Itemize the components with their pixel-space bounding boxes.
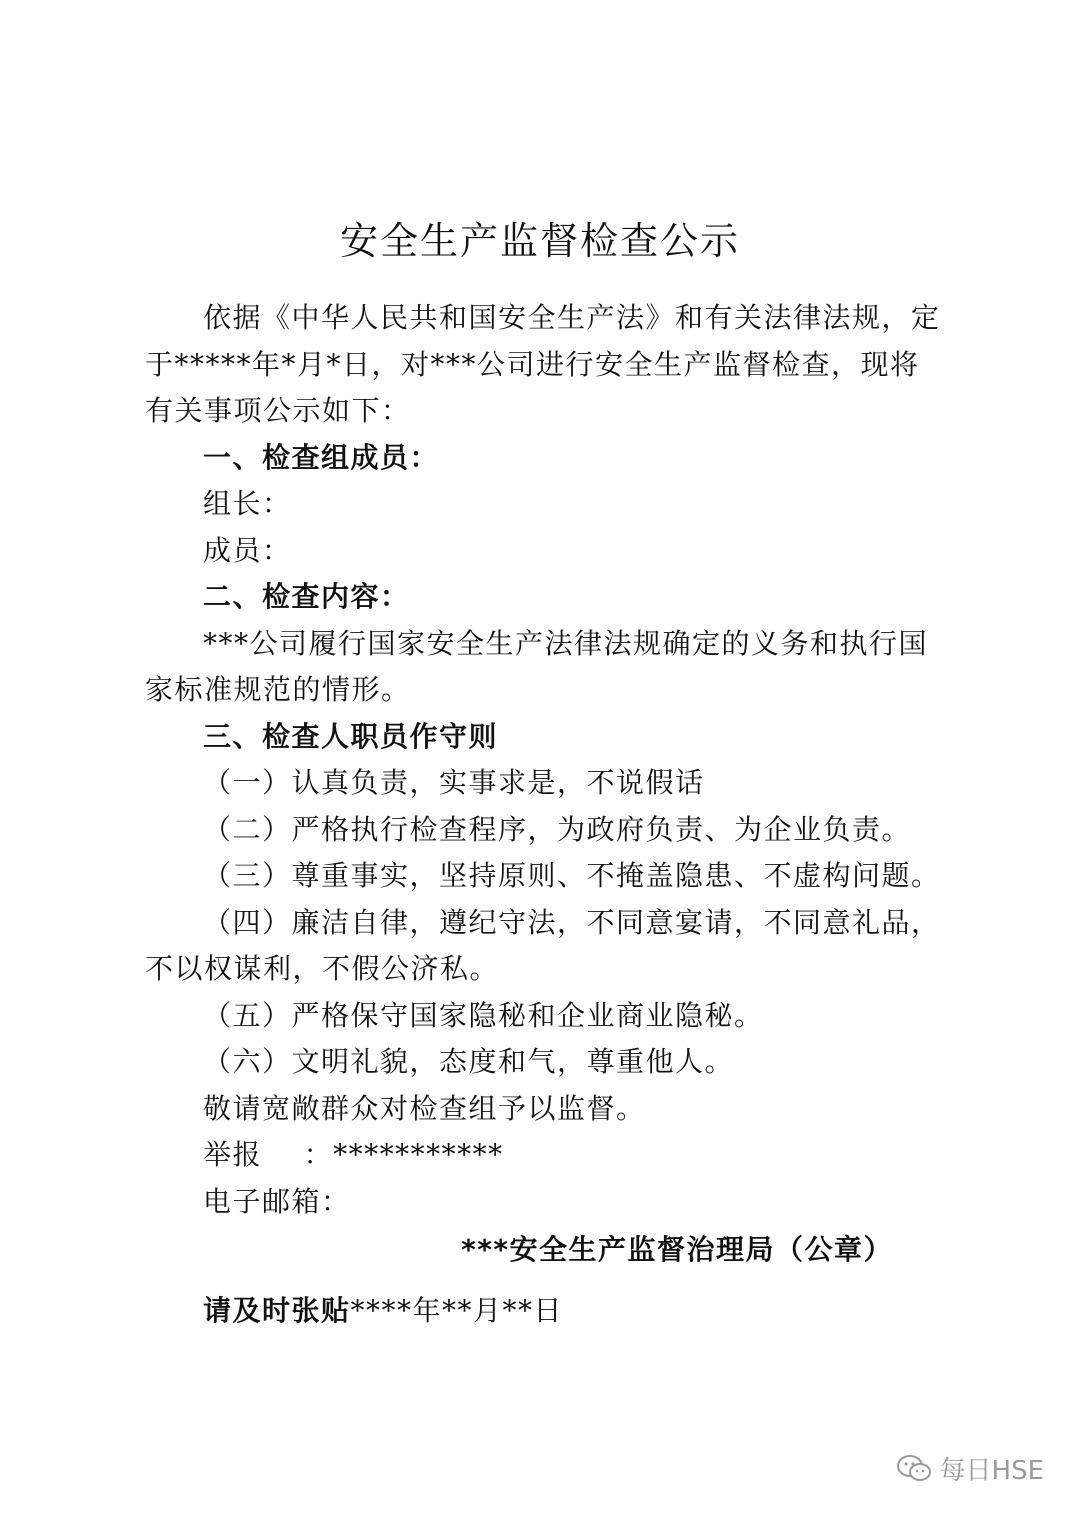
supervision-note: 敬请宽敞群众对检查组予以监督。 bbox=[203, 1091, 646, 1125]
section-heading-members: 一、检查组成员： bbox=[203, 440, 440, 474]
rule-item: （一）认真负责，实事求是，不说假话 bbox=[203, 766, 705, 799]
report-value: *********** bbox=[333, 1138, 504, 1171]
content-paragraph: ***公司履行国家安全生产法律法规确定的义务和执行国家标准规范的情形。 bbox=[145, 626, 929, 706]
leader-field: 组长： bbox=[203, 487, 292, 520]
watermark bbox=[896, 1450, 1044, 1487]
rule-item: （三）尊重事实，坚持原则、不掩盖隐患、不虚构问题。 bbox=[203, 859, 941, 892]
rule-item: （四）廉洁自律，遵纪守法，不同意宴请，不同意礼品，不以权谋利，不假公济私。 bbox=[145, 905, 941, 985]
posting-line bbox=[145, 1288, 945, 1335]
wechat-icon bbox=[896, 1454, 932, 1484]
document-body bbox=[145, 295, 945, 1334]
email-field: 电子邮箱： bbox=[203, 1184, 351, 1218]
intro-paragraph: 依据《中华人民共和国安全生产法》和有关法律法规，定于*****年*月*日，对***公司进行安全生产监督检查，现将有关事项公示如下： bbox=[145, 301, 941, 427]
watermark-text: 每日HSE bbox=[939, 1456, 1044, 1486]
section-heading-rules: 三、检查人职员作守则 bbox=[203, 719, 499, 753]
members-field: 成员： bbox=[203, 533, 292, 567]
issuer-signature: ***安全生产监督治理局（公章） bbox=[461, 1233, 893, 1266]
rule-item: （六）文明礼貌，态度和气，尊重他人。 bbox=[203, 1045, 735, 1078]
report-label: 举报 bbox=[203, 1138, 263, 1171]
report-separator: ： bbox=[303, 1138, 334, 1171]
posting-label: 请及时张贴 bbox=[203, 1293, 351, 1327]
section-heading-content: 二、检查内容： bbox=[203, 580, 410, 613]
rule-item: （二）严格执行检查程序，为政府负责、为企业负责。 bbox=[203, 812, 912, 846]
document-title: 安全生产监督检查公示 bbox=[339, 219, 740, 263]
posting-date: ****年**月**日 bbox=[350, 1293, 564, 1327]
report-line bbox=[145, 1132, 945, 1179]
rule-item: （五）严格保守国家隐秘和企业商业隐秘。 bbox=[203, 998, 764, 1032]
